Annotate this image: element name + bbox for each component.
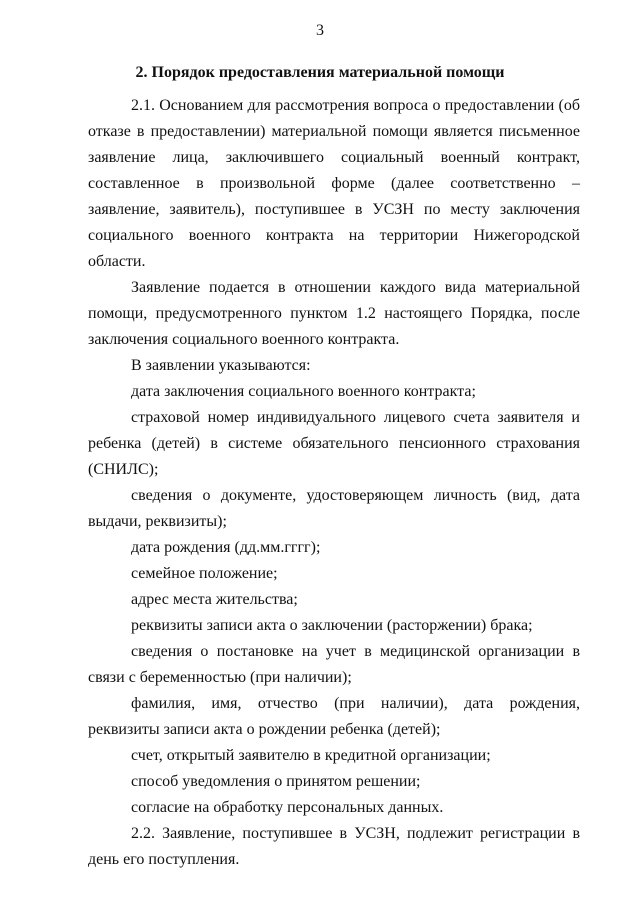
paragraph-2-1: 2.1. Основанием для рассмотрения вопроса о предоставлении (об отказе в предоставлении) материальной помощи является письменное заявление лица, заключившего социальный военный контракт, составленное в произвольной форме (далее соответственно – заявление, заявитель), поступившее в УСЗН по месту заключения социального военного контракта на территории Нижегородской области. [88,97,580,270]
section-body [88,93,580,873]
paragraph-application-contents: В заявлении указываются: [131,357,311,374]
page-number: 3 [316,22,324,39]
list-item-data-consent: согласие на обработку персональных данных. [131,799,444,816]
section-title: 2. Порядок предоставления материальной помощи [135,64,505,81]
list-item-bank-account: счет, открытый заявителю в кредитной организации; [131,747,491,764]
list-item-child-details: фамилия, имя, отчество (при наличии), дата рождения, реквизиты записи акта о рождении ребенка (детей); [88,695,580,738]
paragraph-2-2: 2.2. Заявление, поступившее в УСЗН, подлежит регистрации в день его поступления. [88,825,580,868]
list-item-contract-date: дата заключения социального военного контракта; [131,383,476,400]
list-item-identity-document: сведения о документе, удостоверяющем личность (вид, дата выдачи, реквизиты); [88,487,580,530]
list-item-marriage-record: реквизиты записи акта о заключении (расторжении) брака; [131,617,533,634]
list-item-pregnancy-registration: сведения о постановке на учет в медицинской организации в связи с беременностью (при наличии); [88,643,580,686]
list-item-residence-address: адрес места жительства; [131,591,298,608]
list-item-notification-method: способ уведомления о принятом решении; [131,773,421,790]
paragraph-application-scope: Заявление подается в отношении каждого вида материальной помощи, предусмотренного пунктом 1.2 настоящего Порядка, после заключения социального военного контракта. [88,279,580,348]
list-item-birth-date: дата рождения (дд.мм.гггг); [131,539,321,556]
list-item-marital-status: семейное положение; [131,565,278,582]
list-item-snils: страховой номер индивидуального лицевого счета заявителя и ребенка (детей) в системе обязательного пенсионного страхования (СНИЛС); [88,409,580,478]
